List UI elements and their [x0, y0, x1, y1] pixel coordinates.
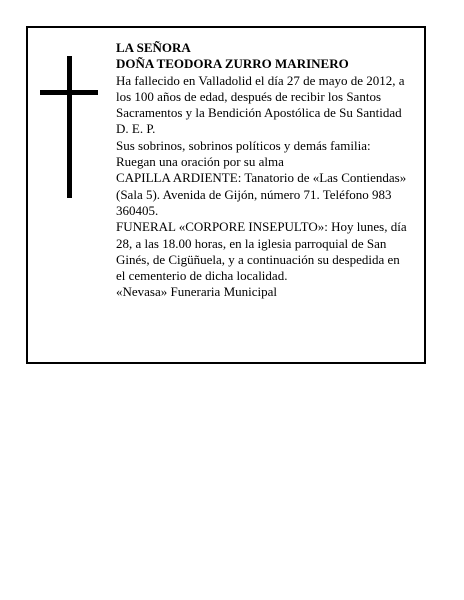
family-statement [116, 138, 422, 171]
funeral-line: FUNERAL «CORPORE INSEPULTO»: Hoy lunes, día [116, 219, 407, 235]
death-line: los 100 años de edad, después de recibir los Santos [116, 88, 382, 104]
deceased-name: DOÑA TEODORA ZURRO MARINERO [116, 56, 349, 72]
chapel-info [116, 170, 422, 219]
cross-icon [40, 56, 98, 198]
funeral-line: el cementerio de dicha localidad. [116, 268, 288, 284]
cross-horizontal-bar [40, 90, 98, 95]
chapel-line: 360405. [116, 202, 159, 218]
death-announcement [116, 73, 422, 138]
death-line: D. E. P. [116, 121, 156, 137]
death-line: Ha fallecido en Valladolid el día 27 de mayo de 2012, a [116, 72, 405, 88]
notice-heading-title: LA SEÑORA [116, 40, 191, 55]
chapel-line: (Sala 5). Avenida de Gijón, número 71. Teléfono 983 [116, 186, 392, 202]
cross-vertical-bar [67, 56, 72, 198]
chapel-line: CAPILLA ARDIENTE: Tanatorio de «Las Contiendas» [116, 170, 407, 186]
family-line: Ruegan una oración por su alma [116, 154, 284, 170]
death-line: Sacramentos y la Bendición Apostólica de Su Santidad [116, 105, 402, 121]
family-line: Sus sobrinos, sobrinos políticos y demás familia: [116, 137, 371, 153]
funeral-line: 28, a las 18.00 horas, en la iglesia parroquial de San [116, 235, 387, 251]
funeral-info [116, 219, 422, 284]
funeral-line: Ginés, de Cigüñuela, y a continuación su despedida en [116, 251, 400, 267]
obituary-notice [26, 26, 426, 364]
funeral-home: «Nevasa» Funeraria Municipal [116, 284, 278, 300]
notice-text [116, 40, 422, 301]
